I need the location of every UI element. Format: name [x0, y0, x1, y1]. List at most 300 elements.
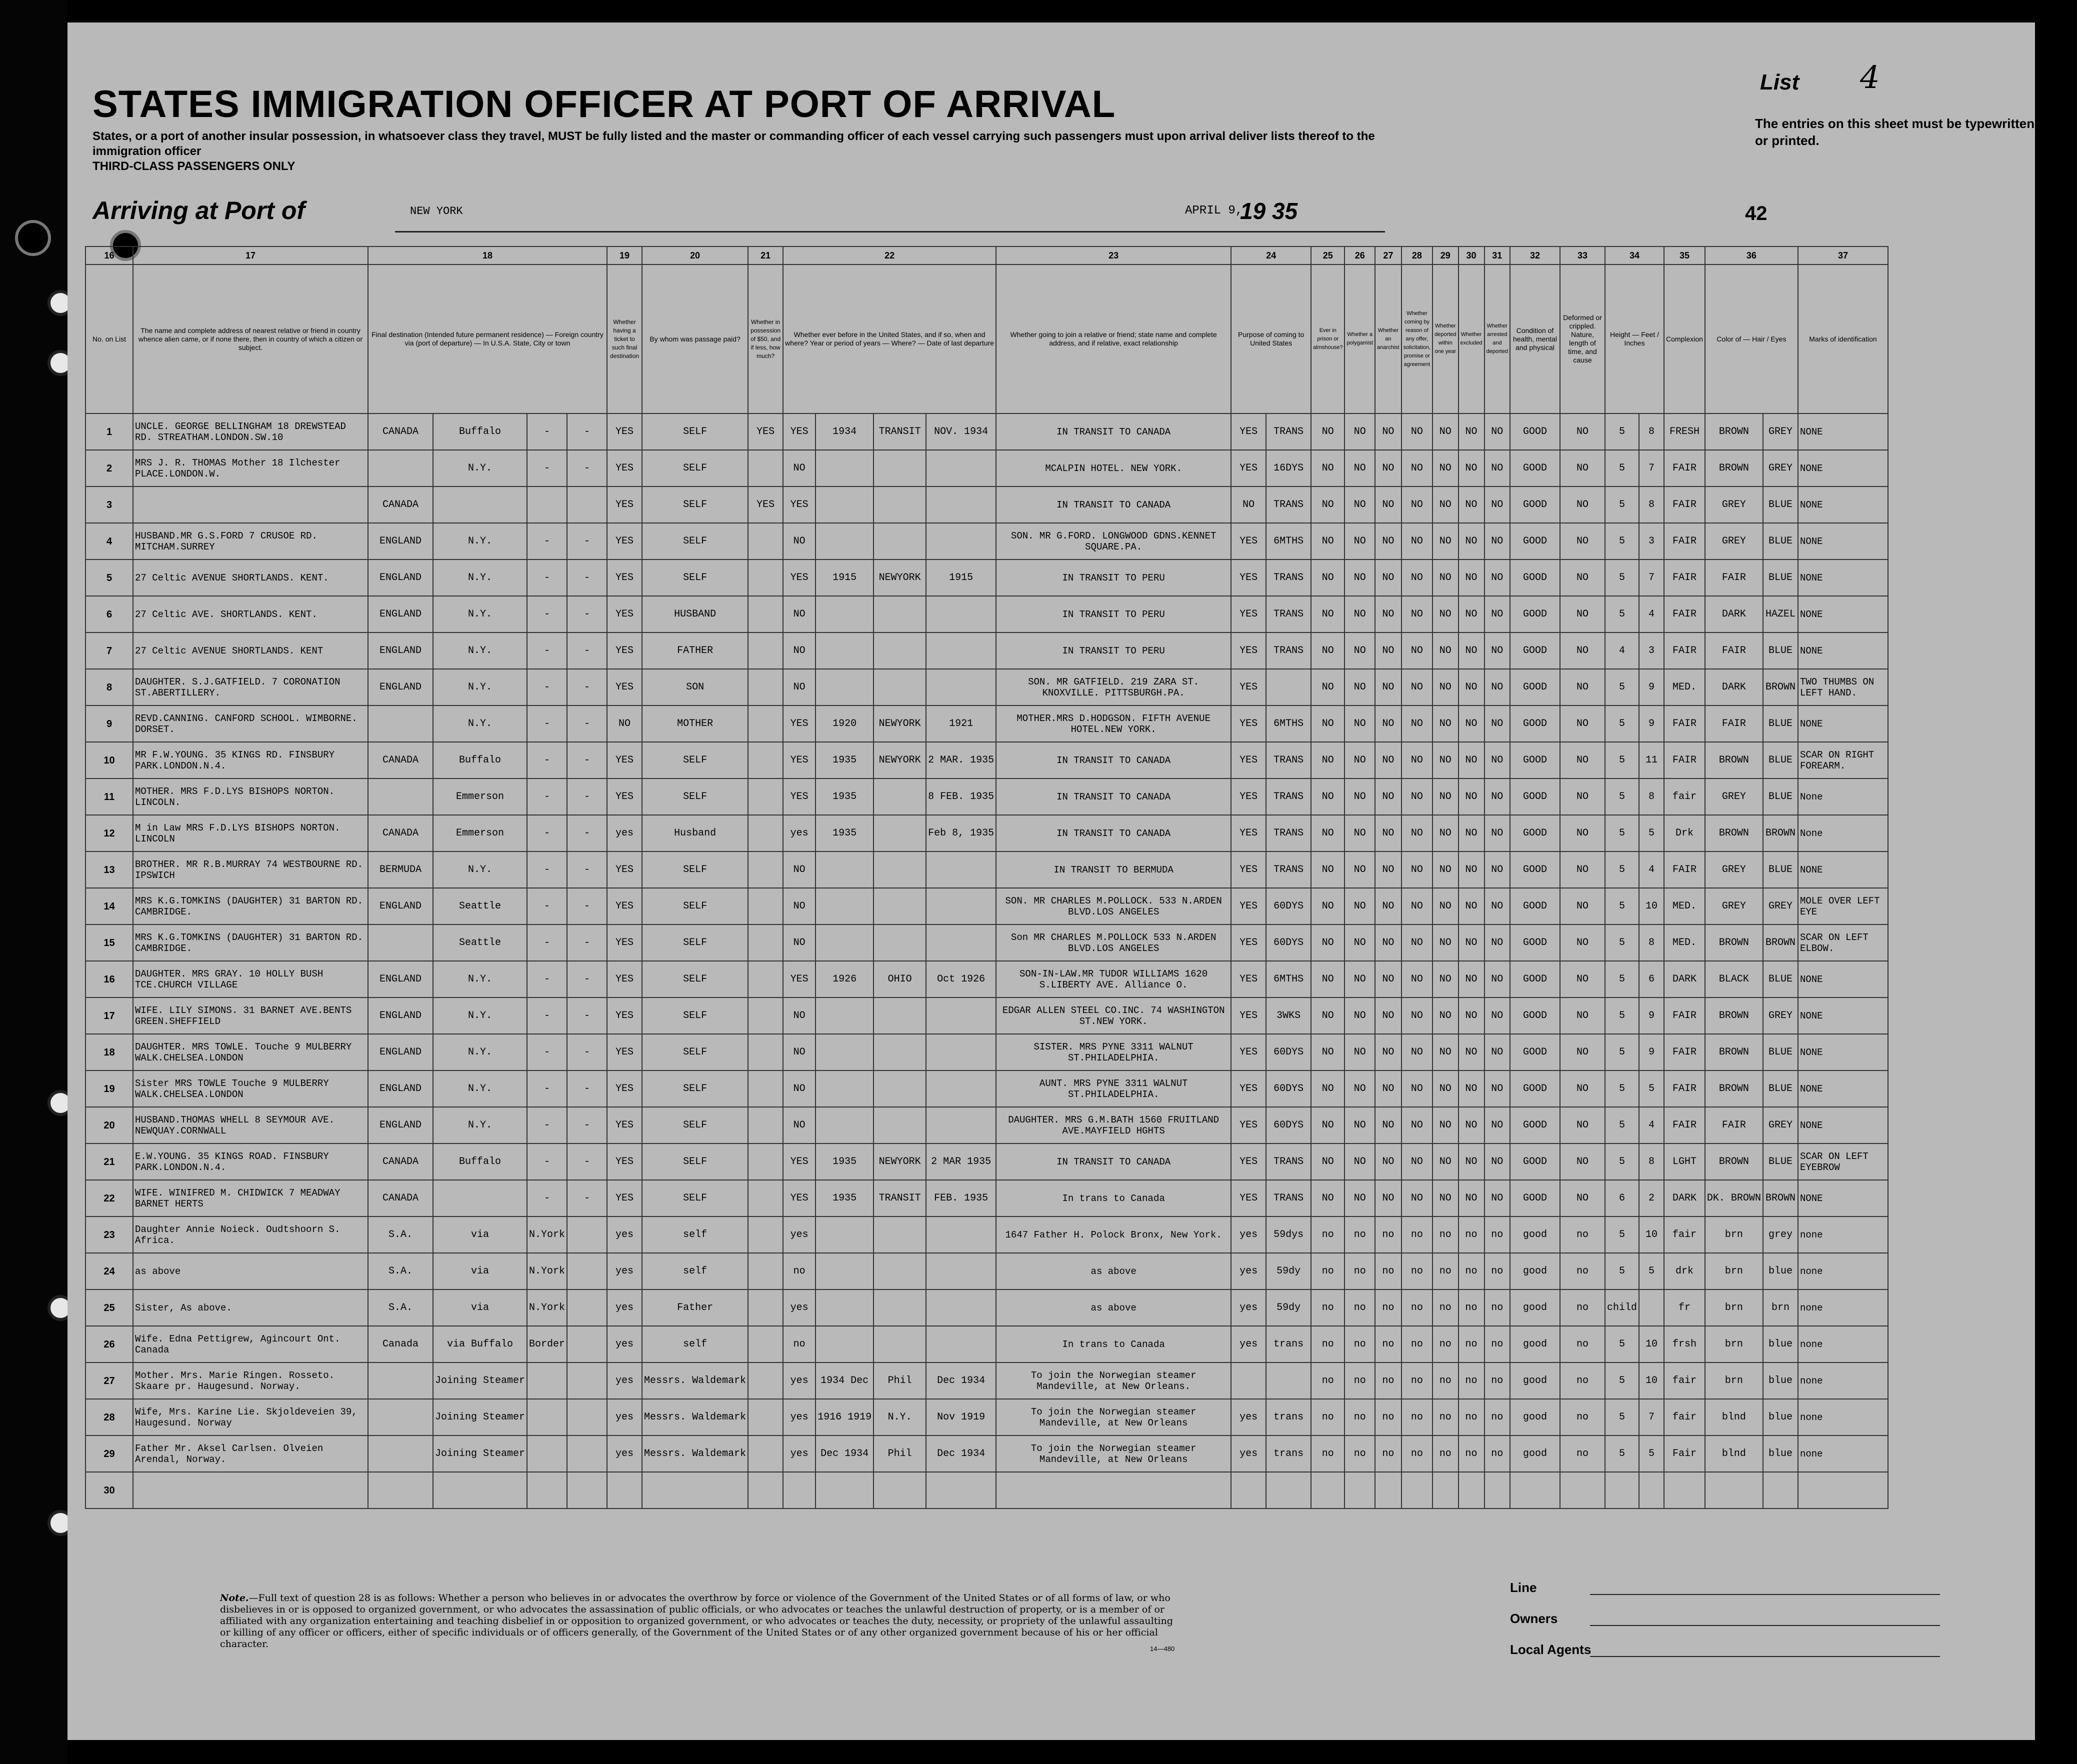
cell-money: [748, 1362, 783, 1399]
cell-stay: 60DYS: [1266, 1107, 1311, 1144]
cell-ticket: YES: [607, 888, 642, 924]
cell-money: YES: [748, 486, 783, 523]
cell-q29: no: [1432, 1399, 1458, 1436]
cell-departure: [926, 924, 996, 961]
cell-where: [874, 1034, 926, 1070]
cell-health: GOOD: [1510, 961, 1560, 998]
cell-health: GOOD: [1510, 924, 1560, 961]
cell-before: NO: [783, 632, 816, 669]
page-title: STATES IMMIGRATION OFFICER AT PORT OF ARRIVAL: [92, 83, 1116, 126]
cell-q28: [1402, 1472, 1432, 1508]
cell-q25: no: [1311, 1362, 1344, 1399]
cell-q30: no: [1458, 1326, 1484, 1362]
cell-stay: 6MTHS: [1266, 523, 1311, 560]
cell-q28: no: [1402, 1436, 1432, 1472]
cell-purpose: YES: [1231, 815, 1266, 852]
cell-before: yes: [783, 1216, 816, 1253]
cell-inch: [1639, 1472, 1664, 1508]
cell-health: good: [1510, 1362, 1560, 1399]
cell-ticket: YES: [607, 1180, 642, 1216]
header-height: Height — Feet / Inches: [1605, 264, 1664, 414]
cell-paid: self: [642, 1326, 748, 1362]
cell-ticket: YES: [607, 596, 642, 632]
cell-eyes: HAZEL: [1763, 596, 1798, 632]
header-color: Color of — Hair / Eyes: [1705, 264, 1798, 414]
cell-ft: 5: [1605, 815, 1639, 852]
cell-deformed: NO: [1560, 523, 1605, 560]
cell-year: 1920: [816, 706, 874, 742]
cell-ft: 5: [1605, 1216, 1639, 1253]
cell-money: [748, 924, 783, 961]
cell-marks: TWO THUMBS ON LEFT HAND.: [1798, 669, 1888, 706]
cell-money: [748, 1180, 783, 1216]
cell-deformed: NO: [1560, 596, 1605, 632]
footer-owners-rule: [1590, 1625, 1940, 1626]
cell-paid: SELF: [642, 523, 748, 560]
cell-q26: NO: [1344, 815, 1375, 852]
cell-departure: NOV. 1934: [926, 414, 996, 450]
cell-q30: no: [1458, 1436, 1484, 1472]
cell-year: [816, 1253, 874, 1290]
cell-city: [567, 486, 607, 523]
cell-q29: NO: [1432, 1144, 1458, 1180]
column-number: 17: [133, 246, 368, 264]
cell-joining: IN TRANSIT TO CANADA: [996, 815, 1231, 852]
cell-ticket: YES: [607, 632, 642, 669]
cell-q26: NO: [1344, 560, 1375, 596]
cell-marks: NONE: [1798, 1070, 1888, 1107]
table-row: [86, 596, 1888, 632]
cell-stay: trans: [1266, 1436, 1311, 1472]
cell-city: -: [567, 706, 607, 742]
cell-money: [748, 1472, 783, 1508]
cell-state: -: [527, 1034, 567, 1070]
cell-money: [748, 1144, 783, 1180]
cell-marks: NONE: [1798, 486, 1888, 523]
cell-eyes: GREY: [1763, 450, 1798, 486]
cell-health: GOOD: [1510, 1180, 1560, 1216]
cell-joining: IN TRANSIT TO CANADA: [996, 414, 1231, 450]
footnote: [220, 1592, 1185, 1650]
cell-deformed: NO: [1560, 998, 1605, 1034]
cell-complexion: FAIR: [1664, 632, 1705, 669]
list-number: 4: [1860, 59, 1880, 96]
header-health: Condition of health, mental and physical: [1510, 264, 1560, 414]
cell-ft: 5: [1605, 924, 1639, 961]
cell-before: YES: [783, 486, 816, 523]
cell-hair: DARK: [1705, 669, 1763, 706]
cell-q28: NO: [1402, 632, 1432, 669]
cell-city: [567, 1326, 607, 1362]
cell-inch: 7: [1639, 450, 1664, 486]
cell-purpose: YES: [1231, 523, 1266, 560]
cell-where: Phil: [874, 1436, 926, 1472]
cell-q27: NO: [1375, 998, 1402, 1034]
cell-q27: NO: [1375, 706, 1402, 742]
cell-money: [748, 706, 783, 742]
cell-joining: In trans to Canada: [996, 1326, 1231, 1362]
cell-paid: SELF: [642, 888, 748, 924]
cell-stay: TRANS: [1266, 778, 1311, 815]
cell-purpose: [1231, 1362, 1266, 1399]
cell-q25: NO: [1311, 486, 1344, 523]
cell-q25: NO: [1311, 523, 1344, 560]
cell-deformed: no: [1560, 1436, 1605, 1472]
cell-deformed: NO: [1560, 815, 1605, 852]
cell-year: [816, 1216, 874, 1253]
cell-via: Emmerson: [433, 778, 527, 815]
list-label: List: [1760, 70, 1800, 94]
cell-city: -: [567, 852, 607, 888]
cell-money: [748, 1107, 783, 1144]
cell-money: [748, 669, 783, 706]
cell-money: [748, 778, 783, 815]
cell-via: Seattle: [433, 924, 527, 961]
cell-q30: [1458, 1472, 1484, 1508]
cell-relative: HUSBAND.MR G.S.FORD 7 CRUSOE RD. MITCHAM.SURREY: [133, 523, 368, 560]
cell-city: -: [567, 1034, 607, 1070]
cell-q28: no: [1402, 1362, 1432, 1399]
cell-n: 13: [86, 852, 133, 888]
cell-country: [368, 1472, 433, 1508]
cell-paid: SELF: [642, 1107, 748, 1144]
cell-q27: NO: [1375, 632, 1402, 669]
cell-stay: trans: [1266, 1326, 1311, 1362]
table-row: [86, 998, 1888, 1034]
cell-via: [433, 1472, 527, 1508]
cell-city: -: [567, 778, 607, 815]
cell-inch: 9: [1639, 706, 1664, 742]
cell-q30: NO: [1458, 815, 1484, 852]
cell-q30: NO: [1458, 888, 1484, 924]
cell-joining: 1647 Father H. Polock Bronx, New York.: [996, 1216, 1231, 1253]
cell-q27: no: [1375, 1326, 1402, 1362]
cell-purpose: YES: [1231, 669, 1266, 706]
cell-q25: NO: [1311, 961, 1344, 998]
cell-state: [527, 1399, 567, 1436]
passenger-table: [85, 246, 1888, 1509]
cell-eyes: blue: [1763, 1253, 1798, 1290]
cell-q29: NO: [1432, 998, 1458, 1034]
cell-ft: 5: [1605, 742, 1639, 778]
cell-eyes: [1763, 1472, 1798, 1508]
cell-country: ENGLAND: [368, 523, 433, 560]
cell-via: N.Y.: [433, 961, 527, 998]
cell-via: N.Y.: [433, 523, 527, 560]
cell-health: GOOD: [1510, 632, 1560, 669]
cell-q29: NO: [1432, 852, 1458, 888]
cell-q30: NO: [1458, 852, 1484, 888]
cell-inch: 11: [1639, 742, 1664, 778]
cell-ticket: yes: [607, 1290, 642, 1326]
cell-purpose: yes: [1231, 1290, 1266, 1326]
cell-complexion: Drk: [1664, 815, 1705, 852]
table-row: [86, 669, 1888, 706]
footer-agents-label: Local Agents: [1510, 1642, 1592, 1657]
cell-country: [368, 1399, 433, 1436]
cell-ft: 5: [1605, 1034, 1639, 1070]
cell-complexion: fair: [1664, 1216, 1705, 1253]
cell-eyes: blue: [1763, 1399, 1798, 1436]
cell-via: N.Y.: [433, 632, 527, 669]
cell-stay: 59dy: [1266, 1253, 1311, 1290]
cell-state: -: [527, 852, 567, 888]
cell-q27: no: [1375, 1399, 1402, 1436]
cell-state: -: [527, 523, 567, 560]
header-destination: Final destination (Intended future permanent residence) — Foreign country via (port of departure) — In U.S.A. State, City or town: [368, 264, 607, 414]
table-row: [86, 852, 1888, 888]
header-no: No. on List: [86, 264, 133, 414]
cell-q31: NO: [1484, 742, 1510, 778]
cell-joining: Son MR CHARLES M.POLLOCK 533 N.ARDEN BLVD.LOS ANGELES: [996, 924, 1231, 961]
cell-joining: IN TRANSIT TO BERMUDA: [996, 852, 1231, 888]
cell-relative: 27 Celtic AVENUE SHORTLANDS. KENT: [133, 632, 368, 669]
subtitle-line: States, or a port of another insular possession, in whatsoever class they travel, MUST be fully listed and the master or commanding officer of each vessel carrying such passengers must upon arrival deliver lists thereof to the immigration officer: [92, 130, 1375, 158]
cell-inch: 8: [1639, 486, 1664, 523]
cell-inch: 5: [1639, 1070, 1664, 1107]
cell-city: -: [567, 414, 607, 450]
cell-q28: NO: [1402, 778, 1432, 815]
cell-ft: 6: [1605, 1180, 1639, 1216]
cell-q31: no: [1484, 1362, 1510, 1399]
header-complexion: Complexion: [1664, 264, 1705, 414]
cell-deformed: NO: [1560, 961, 1605, 998]
cell-q29: [1432, 1472, 1458, 1508]
cell-health: GOOD: [1510, 998, 1560, 1034]
cell-q30: NO: [1458, 486, 1484, 523]
cell-q28: NO: [1402, 742, 1432, 778]
cell-ft: 5: [1605, 450, 1639, 486]
cell-eyes: BLUE: [1763, 523, 1798, 560]
cell-q31: NO: [1484, 632, 1510, 669]
cell-joining: SON. MR CHARLES M.POLLOCK. 533 N.ARDEN BLVD.LOS ANGELES: [996, 888, 1231, 924]
cell-money: [748, 1399, 783, 1436]
cell-q31: NO: [1484, 706, 1510, 742]
cell-q27: NO: [1375, 523, 1402, 560]
cell-paid: Messrs. Waldemark: [642, 1399, 748, 1436]
cell-stay: [1266, 1362, 1311, 1399]
cell-n: 30: [86, 1472, 133, 1508]
cell-hair: GREY: [1705, 888, 1763, 924]
cell-state: -: [527, 742, 567, 778]
cell-via: N.Y.: [433, 1107, 527, 1144]
cell-ft: 5: [1605, 523, 1639, 560]
cell-country: CANADA: [368, 742, 433, 778]
column-number: 30: [1458, 246, 1484, 264]
cell-n: 6: [86, 596, 133, 632]
cell-hair: BROWN: [1705, 1144, 1763, 1180]
cell-health: GOOD: [1510, 888, 1560, 924]
cell-inch: 10: [1639, 1216, 1664, 1253]
cell-relative: [133, 1472, 368, 1508]
column-number: 31: [1484, 246, 1510, 264]
cell-hair: BROWN: [1705, 1034, 1763, 1070]
cell-health: GOOD: [1510, 450, 1560, 486]
table-row: [86, 1070, 1888, 1107]
cell-departure: [926, 450, 996, 486]
cell-q28: NO: [1402, 486, 1432, 523]
cell-q31: NO: [1484, 414, 1510, 450]
cell-country: ENGLAND: [368, 669, 433, 706]
cell-eyes: GREY: [1763, 998, 1798, 1034]
cell-q31: NO: [1484, 778, 1510, 815]
cell-country: ENGLAND: [368, 998, 433, 1034]
table-row: [86, 1326, 1888, 1362]
header-q30: Whether excluded: [1458, 264, 1484, 414]
cell-q26: NO: [1344, 1144, 1375, 1180]
cell-ticket: YES: [607, 852, 642, 888]
cell-eyes: BLUE: [1763, 1070, 1798, 1107]
cell-deformed: NO: [1560, 414, 1605, 450]
cell-joining: To join the Norwegian steamer Mandeville, at New Orleans: [996, 1436, 1231, 1472]
cell-departure: FEB. 1935: [926, 1180, 996, 1216]
cell-marks: NONE: [1798, 706, 1888, 742]
cell-ticket: [607, 1472, 642, 1508]
cell-relative: MRS J. R. THOMAS Mother 18 Ilchester PLACE.LONDON.W.: [133, 450, 368, 486]
cell-q29: no: [1432, 1362, 1458, 1399]
table-row: [86, 1472, 1888, 1508]
cell-ticket: YES: [607, 1034, 642, 1070]
cell-health: GOOD: [1510, 1144, 1560, 1180]
cell-hair: brn: [1705, 1362, 1763, 1399]
cell-via: via Buffalo: [433, 1326, 527, 1362]
cell-deformed: NO: [1560, 888, 1605, 924]
cell-purpose: YES: [1231, 998, 1266, 1034]
cell-money: [748, 742, 783, 778]
cell-city: -: [567, 669, 607, 706]
cell-joining: IN TRANSIT TO PERU: [996, 596, 1231, 632]
cell-paid: [642, 1472, 748, 1508]
cell-q26: NO: [1344, 414, 1375, 450]
cell-joining: IN TRANSIT TO CANADA: [996, 742, 1231, 778]
cell-deformed: NO: [1560, 669, 1605, 706]
cell-year: [816, 669, 874, 706]
cell-city: -: [567, 1144, 607, 1180]
cell-paid: SELF: [642, 450, 748, 486]
cell-where: [874, 1290, 926, 1326]
cell-n: 28: [86, 1399, 133, 1436]
cell-money: [748, 961, 783, 998]
cell-hair: BROWN: [1705, 414, 1763, 450]
cell-departure: 1921: [926, 706, 996, 742]
header-joining: Whether going to join a relative or friend; state name and complete address, and if relative, exact relationship: [996, 264, 1231, 414]
cell-stay: 59dy: [1266, 1290, 1311, 1326]
cell-purpose: YES: [1231, 1144, 1266, 1180]
cell-ft: 4: [1605, 632, 1639, 669]
cell-complexion: MED.: [1664, 669, 1705, 706]
cell-purpose: YES: [1231, 742, 1266, 778]
cell-q31: NO: [1484, 596, 1510, 632]
cell-q31: NO: [1484, 450, 1510, 486]
cell-city: [567, 1472, 607, 1508]
cell-q25: no: [1311, 1253, 1344, 1290]
cell-ticket: yes: [607, 1399, 642, 1436]
cell-city: -: [567, 815, 607, 852]
cell-purpose: YES: [1231, 1070, 1266, 1107]
cell-n: 21: [86, 1144, 133, 1180]
cell-via: [433, 486, 527, 523]
cell-q31: [1484, 1472, 1510, 1508]
cell-complexion: MED.: [1664, 888, 1705, 924]
cell-country: CANADA: [368, 1180, 433, 1216]
cell-via: Joining Steamer: [433, 1436, 527, 1472]
cell-q26: NO: [1344, 486, 1375, 523]
cell-complexion: fair: [1664, 778, 1705, 815]
footer-line-rule: [1590, 1594, 1940, 1595]
cell-purpose: yes: [1231, 1399, 1266, 1436]
cell-state: -: [527, 706, 567, 742]
cell-ticket: YES: [607, 924, 642, 961]
cell-inch: 5: [1639, 1253, 1664, 1290]
cell-q29: NO: [1432, 1034, 1458, 1070]
cell-paid: self: [642, 1253, 748, 1290]
cell-before: NO: [783, 888, 816, 924]
cell-q25: no: [1311, 1326, 1344, 1362]
cell-deformed: NO: [1560, 1180, 1605, 1216]
cell-relative: E.W.YOUNG. 35 KINGS ROAD. FINSBURY PARK.LONDON.N.4.: [133, 1144, 368, 1180]
cell-stay: TRANS: [1266, 852, 1311, 888]
cell-city: [567, 1290, 607, 1326]
cell-where: NEWYORK: [874, 742, 926, 778]
cell-inch: 5: [1639, 815, 1664, 852]
cell-q27: NO: [1375, 852, 1402, 888]
date-year: 19 35: [1240, 198, 1298, 224]
cell-marks: NONE: [1798, 1180, 1888, 1216]
cell-city: [567, 1436, 607, 1472]
cell-country: Canada: [368, 1326, 433, 1362]
cell-n: 17: [86, 998, 133, 1034]
cell-city: -: [567, 632, 607, 669]
cell-q30: no: [1458, 1290, 1484, 1326]
cell-before: NO: [783, 1070, 816, 1107]
cell-where: Phil: [874, 1362, 926, 1399]
cell-eyes: BROWN: [1763, 924, 1798, 961]
cell-paid: SELF: [642, 924, 748, 961]
cell-relative: 27 Celtic AVENUE SHORTLANDS. KENT.: [133, 560, 368, 596]
cell-paid: FATHER: [642, 632, 748, 669]
cell-year: 1935: [816, 742, 874, 778]
cell-q29: no: [1432, 1253, 1458, 1290]
cell-relative: MOTHER. MRS F.D.LYS BISHOPS NORTON. LINCOLN.: [133, 778, 368, 815]
cell-stay: TRANS: [1266, 1180, 1311, 1216]
cell-ticket: YES: [607, 450, 642, 486]
cell-q25: NO: [1311, 669, 1344, 706]
cell-relative: 27 Celtic AVE. SHORTLANDS. KENT.: [133, 596, 368, 632]
cell-year: [816, 523, 874, 560]
binder-margin: [0, 0, 68, 1764]
column-number: 22: [783, 246, 996, 264]
cell-q28: NO: [1402, 450, 1432, 486]
cell-ticket: yes: [607, 1362, 642, 1399]
cell-relative: DAUGHTER. MRS TOWLE. Touche 9 MULBERRY WALK.CHELSEA.LONDON: [133, 1034, 368, 1070]
arriving-label: Arriving at Port of: [92, 196, 306, 224]
cell-q29: NO: [1432, 888, 1458, 924]
cell-relative: MRS K.G.TOMKINS (DAUGHTER) 31 BARTON RD. CAMBRIDGE.: [133, 924, 368, 961]
cell-q30: NO: [1458, 596, 1484, 632]
cell-stay: 60DYS: [1266, 1034, 1311, 1070]
cell-q26: NO: [1344, 1070, 1375, 1107]
cell-before: yes: [783, 815, 816, 852]
cell-ticket: YES: [607, 1107, 642, 1144]
cell-q28: no: [1402, 1399, 1432, 1436]
cell-state: N.York: [527, 1290, 567, 1326]
cell-marks: NONE: [1798, 632, 1888, 669]
cell-n: 10: [86, 742, 133, 778]
cell-departure: Nov 1919: [926, 1399, 996, 1436]
cell-stay: 6MTHS: [1266, 706, 1311, 742]
cell-marks: None: [1798, 815, 1888, 852]
cell-departure: Oct 1926: [926, 961, 996, 998]
